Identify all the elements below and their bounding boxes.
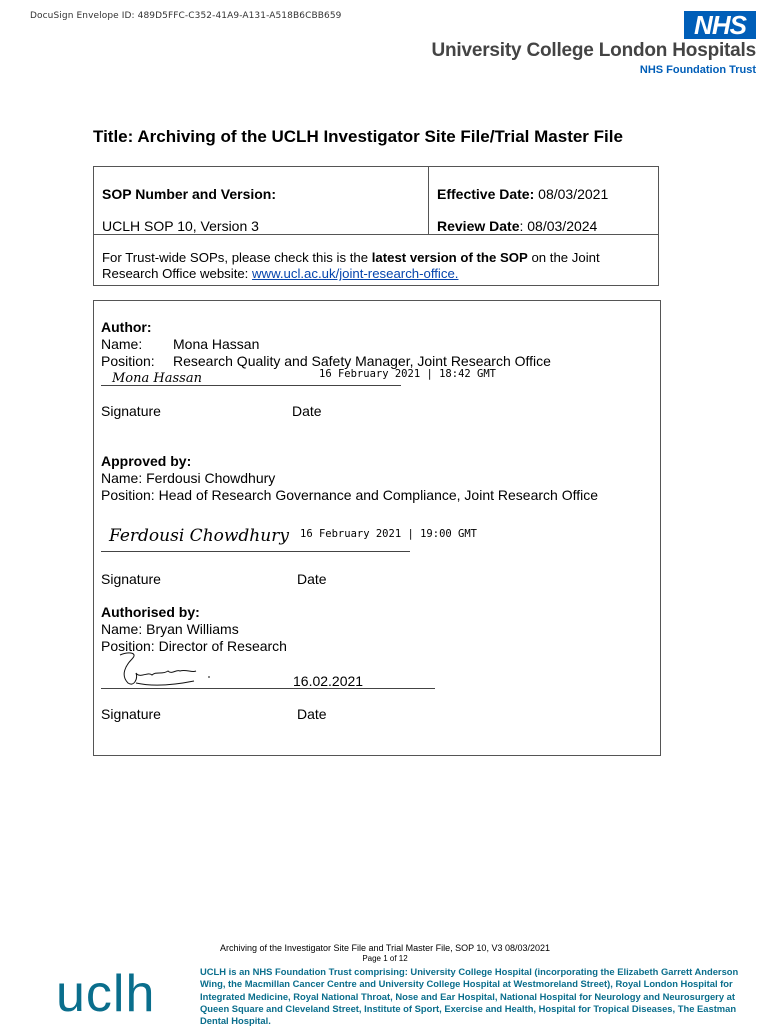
table-divider: [428, 167, 429, 234]
sop-number-value: UCLH SOP 10, Version 3: [102, 218, 259, 234]
sop-note-text: on the Joint Research Office website:: [102, 250, 600, 281]
authorised-position: Position: Director of Research: [101, 638, 287, 654]
approved-date-caption: Date: [297, 571, 327, 587]
org-trust: NHS Foundation Trust: [639, 64, 756, 76]
author-signature: Mona Hassan: [112, 371, 202, 386]
org-name: University College London Hospitals: [431, 40, 756, 61]
uclh-logo: uclh: [56, 965, 156, 1023]
sop-number-label: SOP Number and Version:: [102, 186, 277, 202]
author-signature-caption: Signature: [101, 403, 161, 419]
author-heading: Author:: [101, 319, 152, 335]
signature-line: [101, 385, 401, 386]
sop-info-table: [93, 166, 659, 286]
nhs-logo: [684, 11, 756, 39]
authorised-signature-caption: Signature: [101, 706, 161, 722]
sop-note-bold: latest version of the SOP: [371, 250, 528, 265]
signature-line: [101, 688, 435, 689]
footer-doc-info: Archiving of the Investigator Site File and Trial Master File, SOP 10, V3 08/03/2021: [219, 943, 550, 953]
effective-date: [437, 186, 608, 202]
author-timestamp: 16 February 2021 | 18:42 GMT: [319, 368, 497, 380]
trust-description: UCLH is an NHS Foundation Trust comprising: University College Hospital (incorporating the Elizabeth Garrett Anderson Wing, the Macmillan Cancer Centre and University College Hospital at Westmoreland Street), Royal London Hospital for Integrated Medicine, Royal National Throat, Nose and Ear Hospital, National Hospital for Neurology and Neurosurgery at Queen Square and Cleveland Street, Institute of Sport, Exercise and Health, Hospital for Tropical Diseases, The Eastman Dental Hospital.: [200, 966, 739, 1027]
table-divider: [94, 234, 658, 235]
approved-signature-caption: Signature: [101, 571, 161, 587]
approved-name: Name: Ferdousi Chowdhury: [101, 470, 276, 486]
approved-signature: Ferdousi Chowdhury: [109, 526, 289, 546]
review-date: [437, 218, 597, 234]
authorised-heading: Authorised by:: [101, 604, 200, 620]
author-date-caption: Date: [292, 403, 322, 419]
document-title: Title: Archiving of the UCLH Investigator Site File/Trial Master File: [93, 127, 623, 146]
author-name-label: Name:: [101, 336, 143, 352]
signatures-section: [93, 300, 661, 756]
nhs-logo-text: NHS: [694, 10, 746, 40]
authorised-name: Name: Bryan Williams: [101, 621, 239, 637]
authorised-date-caption: Date: [297, 706, 327, 722]
review-date-label: Review Date: [437, 218, 520, 234]
approved-heading: Approved by:: [101, 453, 192, 469]
author-name-value: Mona Hassan: [173, 336, 260, 352]
effective-date-label: Effective Date:: [437, 186, 535, 202]
author-position-label: Position:: [101, 353, 155, 369]
approved-position: Position: Head of Research Governance and Compliance, Joint Research Office: [101, 487, 599, 503]
authorised-date-value: 16.02.2021: [293, 673, 364, 689]
jro-website-link[interactable]: www.ucl.ac.uk/joint-research-office.: [252, 266, 459, 281]
approved-timestamp: 16 February 2021 | 19:00 GMT: [300, 528, 478, 540]
sop-note-text: For Trust-wide SOPs, please check this is the: [102, 250, 372, 265]
signature-line: [101, 551, 410, 552]
envelope-id: DocuSign Envelope ID: 489D5FFC-C352-41A9-A131-A518B6CBB659: [30, 11, 342, 21]
effective-date-value: 08/03/2021: [538, 186, 609, 202]
review-date-value: : 08/03/2024: [519, 218, 598, 234]
authorised-signature: [114, 649, 214, 691]
footer-page-number: Page 1 of 12: [362, 954, 408, 963]
sop-note: [102, 250, 650, 282]
author-position-value: Research Quality and Safety Manager, Joint Research Office: [173, 353, 551, 369]
